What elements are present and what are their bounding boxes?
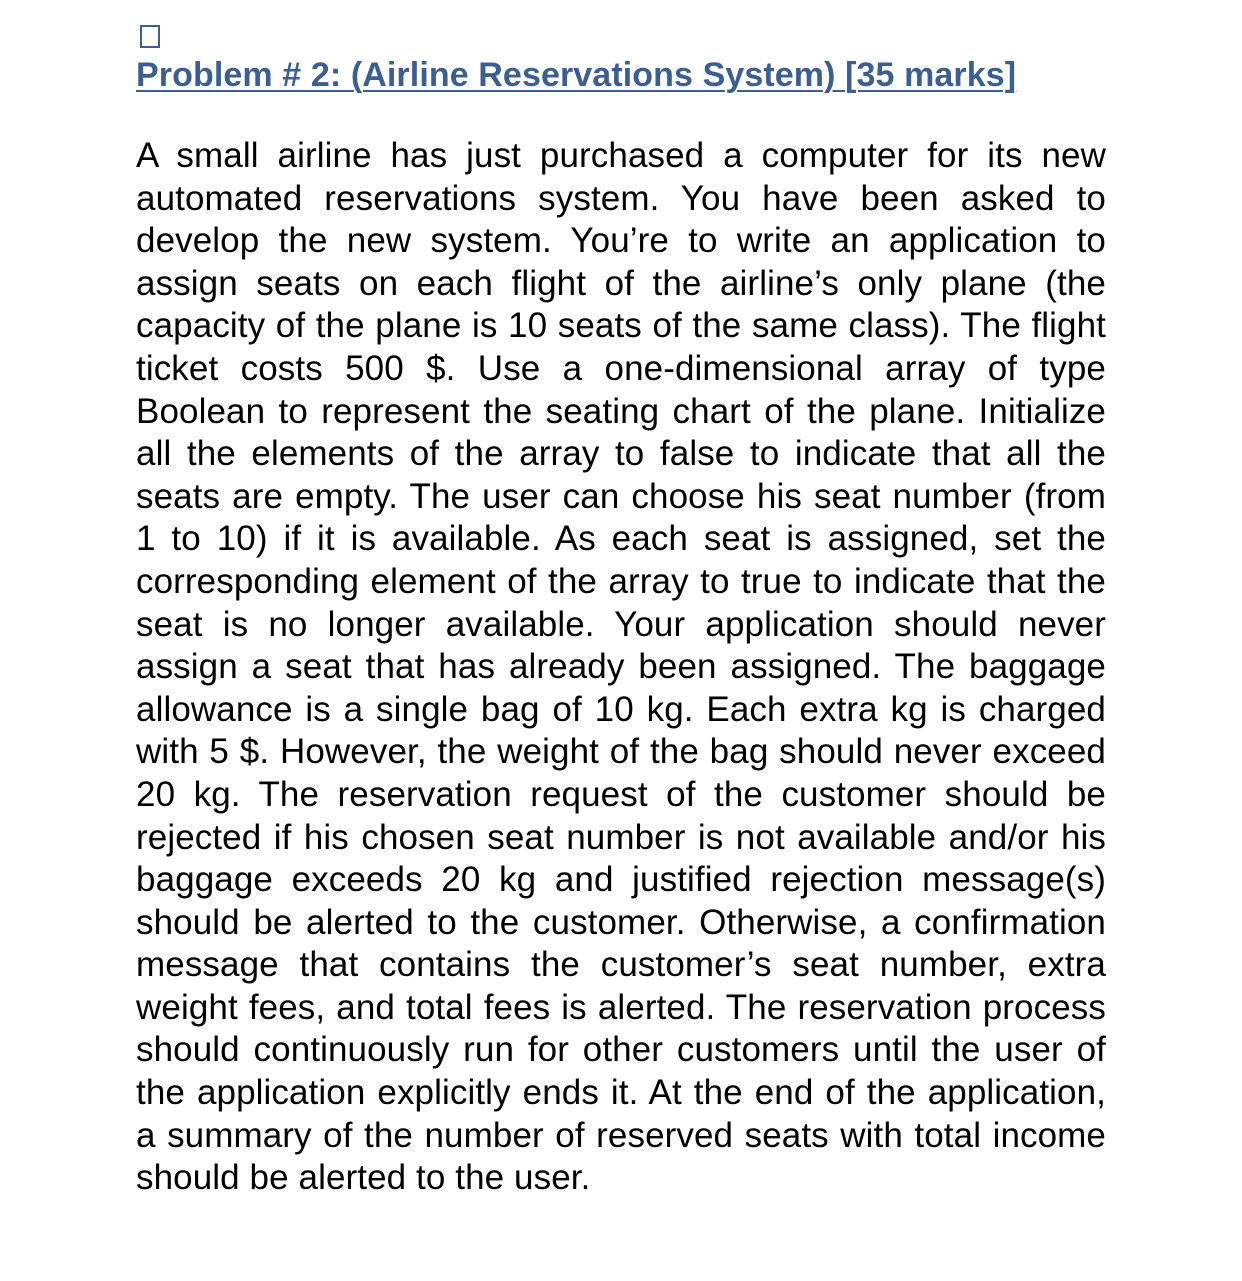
- checkbox-icon[interactable]: [140, 25, 160, 48]
- problem-title: Problem # 2: (Airline Reservations System) [35 marks]: [136, 56, 1017, 94]
- document-page: [136, 20, 1106, 1200]
- problem-description: A small airline has just purchased a computer for its new automated reservations system. You have been asked to develop the new system. You’re to write an application to assign seats on each flight of the airline’s only plane (the capacity of the plane is 10 seats of the same class). The flight ticket costs 500 $. Use a one-dimensional array of type Boolean to represent the seating chart of the plane. Initialize all the elements of the array to false to indicate that all the seats are empty. The user can choose his seat number (from 1 to 10) if it is available. As each seat is assigned, set the corresponding element of the array to true to indicate that the seat is no longer available. Your application should never assign a seat that has already been assigned. The baggage allowance is a single bag of 10 kg. Each extra kg is charged with 5 $. However, the weight of the bag should never exceed 20 kg. The reservation request of the customer should be rejected if his chosen seat number is not available and/or his baggage exceeds 20 kg and justified rejection message(s) should be alerted to the customer. Otherwise, a confirmation message that contains the customer’s seat number, extra weight fees, and total fees is alerted. The reservation process should continuously run for other customers until the user of the application explicitly ends it. At the end of the application, a summary of the number of reserved seats with total income should be alerted to the user.: [136, 136, 1106, 1198]
